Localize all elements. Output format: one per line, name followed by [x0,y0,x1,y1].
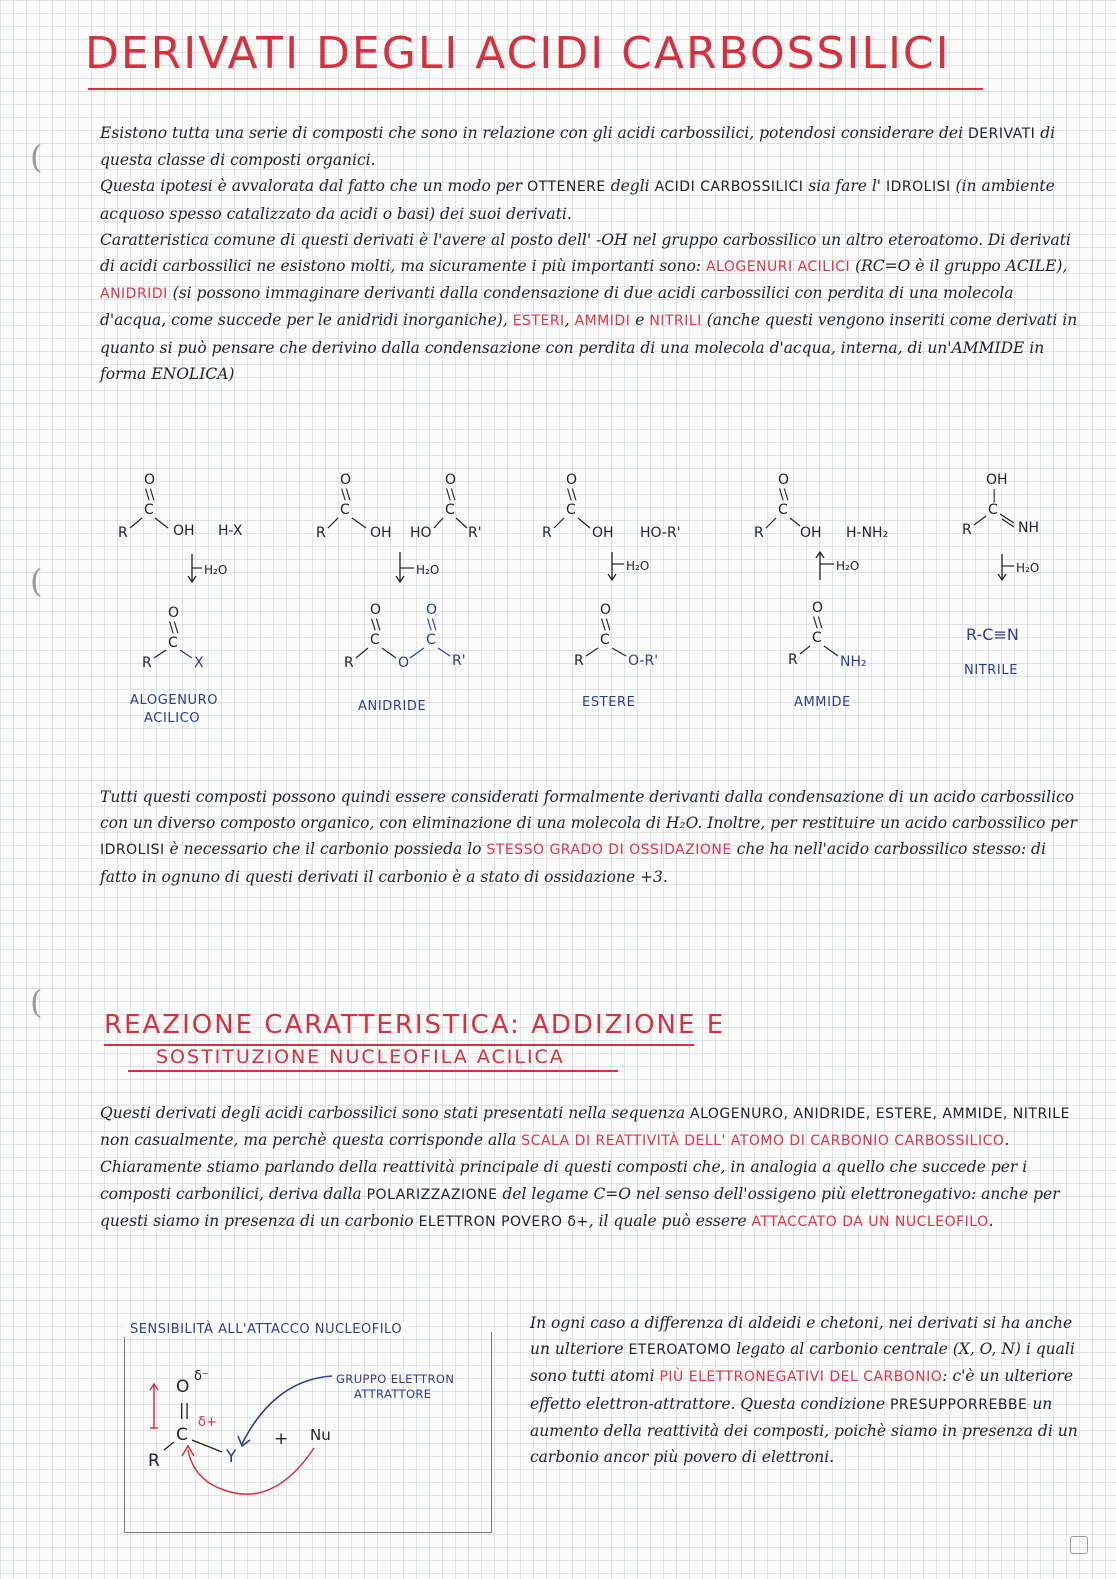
double-bond: \\ [371,617,381,633]
atom-nh2: NH₂ [840,654,867,670]
double-bond: \\ [341,487,351,503]
atom-oh: OH [173,523,195,539]
scheme-arrow-4 [816,552,859,580]
text-run: . [1004,1131,1010,1150]
atom-o: O [445,472,457,488]
atom-r: R [542,525,552,541]
scheme-acid-3 [542,472,681,541]
section-title-line1: REAZIONE CARATTERISTICA: ADDIZIONE E [104,1010,726,1040]
text-run: Esistono tutta una serie di composti che sono in relazione con gli acidi carbossilici, potendosi considerare dei [100,124,968,142]
atom-r-prime: R' [452,653,466,669]
atom-o: O [812,600,824,616]
key-term: OTTENERE [527,179,606,196]
delta-plus: δ+ [198,1415,217,1430]
highlight-term: ESTERI [512,313,565,330]
double-bond: \\ [779,487,789,503]
text-run: non casualmente, ma perchè questa corrisponde alla [100,1131,522,1150]
name-amide: AMMIDE [794,695,851,710]
intro-paragraph-3 [100,227,1080,387]
atom-r: R [962,522,972,538]
product-anhydride [344,602,466,671]
section2-paragraph-2 [100,1154,1080,1235]
key-term: IDROLISI [886,179,951,196]
atom-c: C [600,632,610,648]
highlight-term: AMMIDI [574,313,631,330]
water-label: H₂O [204,563,228,577]
atom-y: Y [226,1447,237,1467]
atom-o-r: O-R' [628,653,659,669]
atom-oh: OH [986,472,1008,488]
atom-c: C [176,1425,188,1445]
atom-o: O [144,472,156,488]
double-bond: \\ [601,617,611,633]
double-bond: \\ [567,487,577,503]
page-title: DERIVATI DEGLI ACIDI CARBOSSILICI [85,28,951,79]
highlight-term: NITRILI [649,313,702,330]
polarization-diagram [124,1340,490,1530]
nucleophilic-attack-arrow [188,1448,314,1494]
title-underline [88,88,983,90]
name-anhydride: ANIDRIDE [358,699,427,714]
atom-o: O [566,472,578,488]
text-run: del legame C=O nel senso dell'ossigeno più elettronegativo: anche per questi siamo in presenza di un carbonio [100,1184,1060,1230]
atom-o: O [176,1377,190,1397]
delta-minus: δ⁻ [194,1369,209,1384]
text-run: di questa classe di composti organici. [100,124,1056,170]
atom-o: O [778,472,790,488]
atom-r: R [316,525,326,541]
group-label-line2: ATTRATTORE [354,1387,432,1401]
highlight-term: ALOGENURI ACILICI [705,259,851,276]
atom-c: C [426,632,436,648]
atom-r-prime: R' [468,525,482,541]
double-bond: \\ [446,487,456,503]
intro-paragraph-1 [100,120,1080,173]
water-label: H₂O [836,559,860,573]
box-label: SENSIBILITÀ ALL'ATTACCO NUCLEOFILO [124,1322,408,1337]
key-term: DERIVATI [967,126,1036,142]
water-label: H₂O [1016,561,1040,575]
intro-text [100,120,1080,387]
atom-oh: OH [592,525,614,541]
water-label: H₂O [416,563,440,577]
text-run: : c'è un ulteriore effetto elettron-attrattore. Questa condizione [530,1367,1074,1413]
atom-c: C [988,502,998,518]
plus-sign: + [274,1429,289,1449]
atom-c: C [168,635,178,651]
margin-mark: ( [30,138,43,176]
single-bond: | [992,488,997,503]
text-run: , il quale può essere [588,1211,752,1230]
nucleophile: Nu [310,1426,331,1444]
key-term: ELETTRON POVERO δ+ [418,1213,589,1230]
key-term: ACIDI CARBOSSILICI [654,179,804,196]
atom-c: C [370,632,380,648]
derivatives-scheme [100,462,1080,742]
text-run: legato al carbonio centrale (X, O, N) i quali sono tutti atomi [530,1340,1075,1386]
atom-o-bridge: O [398,655,410,671]
key-term: POLARIZZAZIONE [366,1186,498,1203]
highlight-term: SCALA DI REATTIVITÀ DELL' ATOMO DI CARBONIO CARBOSSILICO [521,1133,1005,1150]
name-nitrile: NITRILE [964,663,1019,678]
highlight-term: STESSO GRADO DI OSSIDAZIONE [486,842,732,859]
scheme-arrow-3 [608,552,649,580]
double-bond: \\ [813,615,823,631]
scheme-arrow-1 [188,554,227,582]
text-run: e [630,311,650,330]
atom-o: O [426,602,438,618]
text-run: sia fare l' [803,177,886,196]
atom-o: O [370,602,382,618]
highlight-term: ATTACCATO DA UN NUCLEOFILO [751,1213,989,1230]
text-run: Questa ipotesi è avvalorata dal fatto che un modo per [100,177,528,196]
margin-mark: ( [30,562,43,600]
reagent-alcohol: HO-R' [640,525,681,541]
text-run: , [564,311,575,330]
atom-o: O [600,602,612,618]
text-run: (RC=O è il gruppo ACILE), [850,257,1068,276]
text-run: Chiaramente stiamo parlando della reattività principale di questi composti che, in analogia a quello che succede per i composti carbonilici, deriva dalla [100,1158,1028,1203]
atom-c: C [340,502,350,518]
atom-c: C [445,502,455,518]
atom-ho: HO [410,525,432,541]
atom-c: C [812,630,822,646]
intro-paragraph-2 [100,173,1080,226]
double-bond: \\ [427,617,437,633]
reagent-hx: H-X [218,523,243,539]
atom-r: R [148,1451,160,1471]
atom-nh: NH [1018,520,1039,536]
name-acyl-halide-line2: ACILICO [144,711,201,726]
nitrile-formula: R-C≡N [966,625,1019,644]
key-term: IDROLISI [100,842,165,859]
condensation-paragraph [100,784,1080,890]
product-ester [574,602,658,669]
atom-r: R [574,653,584,669]
atom-r: R [118,525,128,541]
section-title-underline-2 [128,1070,618,1072]
text-run: (anche questi vengono inseriti come derivati in quanto si può pensare che derivino dalla condensazione con perdita di una molecola d'acqua, interna, di un'AMMIDE in forma ENOLICA) [100,311,1078,383]
atom-r: R [142,655,152,671]
product-amide [788,600,867,670]
section2-paragraph-1 [100,1100,1080,1154]
scheme-acid-2 [316,472,482,541]
atom-r: R [754,525,764,541]
text-run: . [988,1211,994,1230]
atom-o: O [340,472,352,488]
double-bond: || [179,1400,190,1419]
key-term: ETEROATOMO [628,1342,732,1359]
text-run: Tutti questi composti possono quindi essere considerati formalmente derivanti dalla condensazione di un acido carbossilico con un diverso composto organico, con eliminazione di una molecola di H₂O. Inoltre, per restituire un acido carbossilico per [100,788,1077,833]
reagent-ammonia: H-NH₂ [846,525,889,541]
text-run: (in ambiente acquoso spesso catalizzato da acidi o basi) dei suoi derivati. [100,177,1055,223]
text-run: è necessario che il carbonio possieda lo [164,840,487,859]
atom-oh: OH [800,525,822,541]
atom-x: X [194,655,204,671]
scheme-arrow-5 [998,554,1039,580]
margin-mark: ( [30,983,43,1021]
text-run: un aumento della reattività dei composti, poichè siamo in presenza di un carbonio ancor più povero di elettroni. [530,1394,1078,1467]
text-run: Questi derivati degli acidi carbossilici sono stati presentati nella sequenza [100,1104,690,1122]
product-acyl-halide [142,605,204,671]
corner-mark [1070,1536,1088,1554]
name-acyl-halide-line1: ALOGENURO [130,693,219,708]
side-paragraph [530,1310,1078,1470]
key-term: ALOGENURO, ANIDRIDE, ESTERE, AMMIDE, NITRILE [690,1106,1070,1122]
atom-c: C [144,502,154,518]
double-bond: \\ [169,620,179,636]
name-ester: ESTERE [582,695,636,710]
product-nitrile [966,625,1019,644]
section2-text [100,1100,1080,1235]
atom-r: R [788,652,798,668]
text-run: (si possono immaginare derivanti dalla condensazione di due acidi carbossilici con perdita di una molecola d'acqua, come succede per le anidridi inorganiche), [100,284,1014,330]
atom-c: C [566,502,576,518]
highlight-term: ANIDRIDI [100,286,168,303]
highlight-term: PIÙ ELETTRONEGATIVI DEL CARBONIO [659,1369,943,1386]
section-title-line2: SOSTITUZIONE NUCLEOFILA ACILICA [156,1046,565,1068]
text-run: che ha nell'acido carbossilico stesso: di fatto in ognuno di questi derivati il carbonio è a stato di ossidazione +3. [100,840,1046,886]
atom-c: C [778,502,788,518]
key-term: PRESUPPORREBBE [889,1396,1028,1413]
text-run: degli [605,177,655,196]
scheme-acid-1 [118,472,243,541]
atom-r: R [344,655,354,671]
scheme-enol-amide [962,472,1039,538]
atom-o: O [168,605,180,621]
double-bond: \\ [145,487,155,503]
text-run: Caratteristica comune di questi derivati è l'avere al posto dell' -OH nel gruppo carbossilico un altro eteroatomo. Di derivati di acidi carbossilici ne esistono molti, ma sicuramente i più importanti sono: [100,230,1071,276]
polarization-arrow [150,1384,158,1428]
scheme-arrow-2 [396,552,439,582]
scheme-acid-4 [754,472,888,541]
group-label-line1: GRUPPO ELETTRON [336,1372,455,1386]
water-label: H₂O [626,559,650,573]
atom-oh: OH [370,525,392,541]
text-run: In ogni caso a differenza di aldeidi e chetoni, nei derivati si ha anche un ulteriore [530,1314,1073,1359]
